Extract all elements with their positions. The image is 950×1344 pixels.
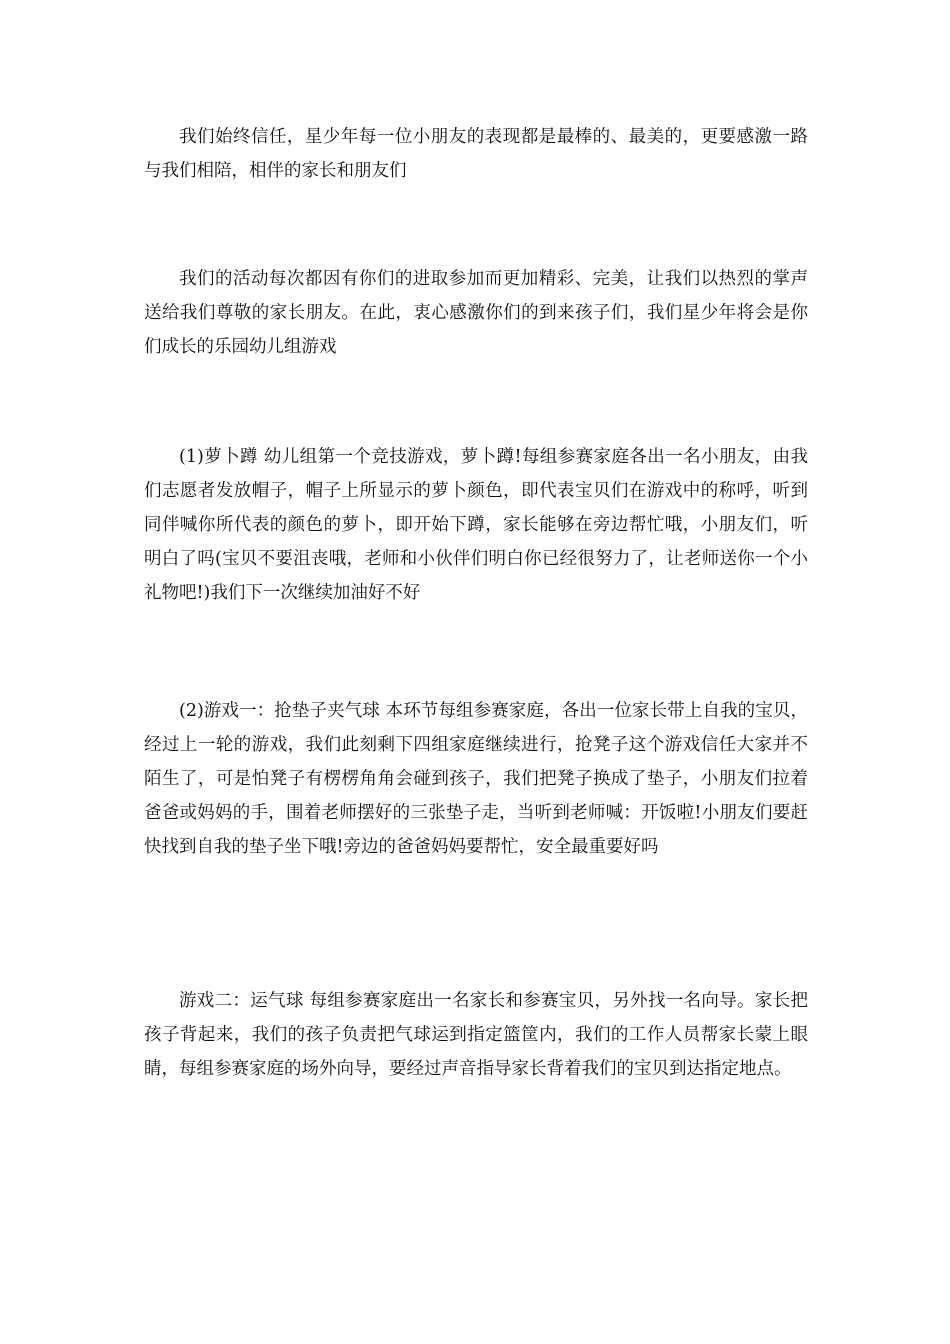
paragraph-parents-thanks: 我们的活动每次都因有你们的进取参加而更加精彩、完美，让我们以热烈的掌声送给我们尊敬的家长朋友。在此，衷心感激你们的到来孩子们，我们星少年将会是你们成长的乐园幼儿组游戏 xyxy=(144,269,808,357)
paragraph-game-grab-mat: (2)游戏一：抢垫子夹气球 本环节每组参赛家庭，各出一位家长带上自我的宝贝，经过上一轮的游戏，我们此刻剩下四组家庭继续进行，抢凳子这个游戏信任大家并不陌生了，可是怕凳子有楞楞角角会碰到孩子，我们把凳子换成了垫子，小朋友们拉着爸爸或妈妈的手，围着老师摆好的三张垫子走，当听到老师喊：开饭啦!小朋友们要赶快找到自我的垫子坐下哦!旁边的爸爸妈妈要帮忙，安全最重要好吗 xyxy=(144,701,808,857)
paragraph-game-carry-balloon: 游戏二：运气球 每组参赛家庭出一名家长和参赛宝贝，另外找一名向导。家长把孩子背起来，我们的孩子负责把气球运到指定篮筐内，我们的工作人员帮家长蒙上眼睛，每组参赛家庭的场外向导，要经过声音指导家长背着我们的宝贝到达指定地点。 xyxy=(144,991,808,1079)
paragraph-game-radish-squat: (1)萝卜蹲 幼儿组第一个竞技游戏，萝卜蹲!每组参赛家庭各出一名小朋友，由我们志愿者发放帽子，帽子上所显示的萝卜颜色，即代表宝贝们在游戏中的称呼，听到同伴喊你所代表的颜色的萝卜，即开始下蹲，家长能够在旁边帮忙哦，小朋友们，听明白了吗(宝贝不要沮丧哦，老师和小伙伴们明白你已经很努力了，让老师送你一个小礼物吧!)我们下一次继续加油好不好 xyxy=(144,447,808,603)
paragraph-intro-thanks: 我们始终信任，星少年每一位小朋友的表现都是最棒的、最美的，更要感激一路与我们相陪，相伴的家长和朋友们 xyxy=(144,127,808,181)
